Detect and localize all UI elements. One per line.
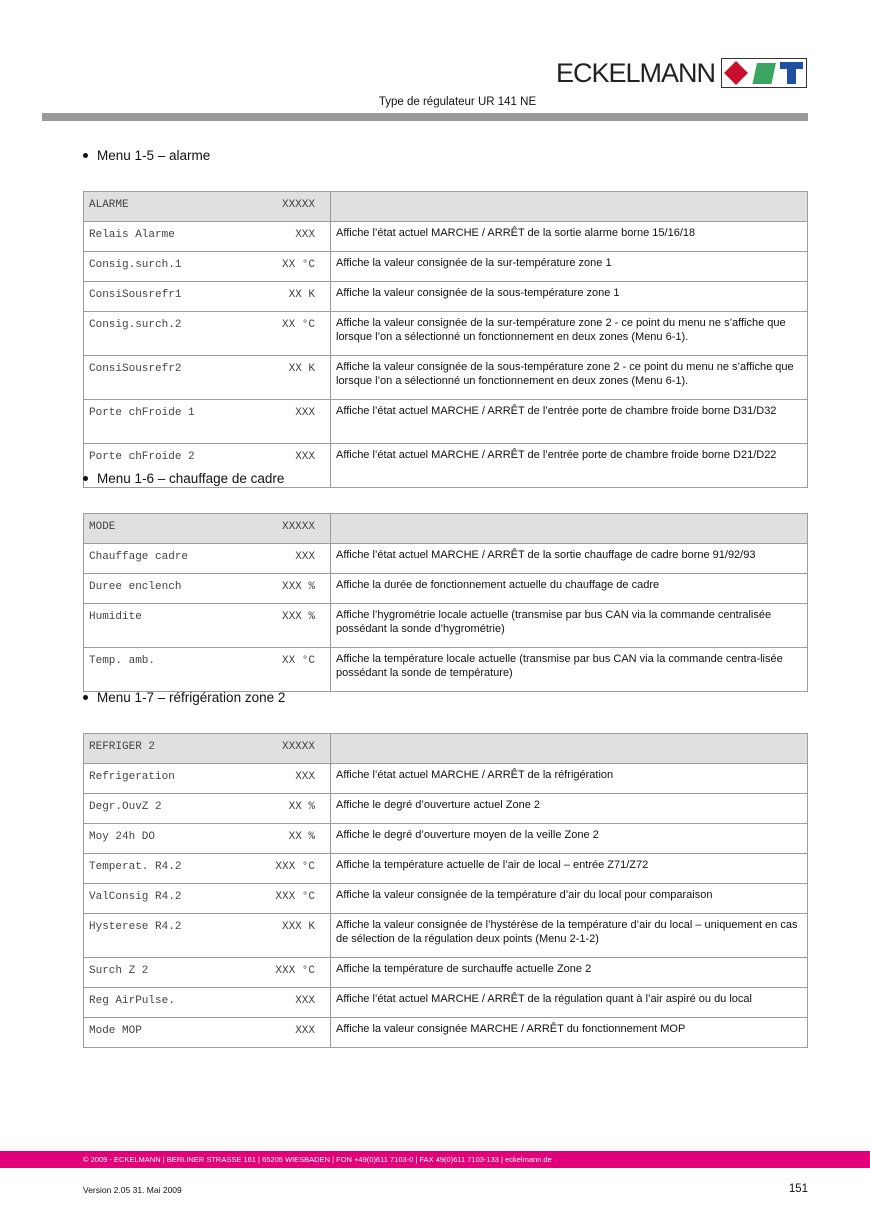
menu-value: XXX K [281,921,315,933]
menu-code: Relais Alarme [89,229,175,241]
table-row [84,604,808,648]
menu-description: Affiche la valeur consignée de l’hystérèse de la température d’air du local – uniquement en cas de sélection de la régulation deux points (Menu 2-1-2) [331,914,808,958]
section-heading-menu-1-5 [83,148,210,163]
menu-description: Affiche la valeur consignée MARCHE / ARRÊT du fonctionnement MOP [331,1018,808,1048]
menu-code: ConsiSousrefr2 [89,363,182,375]
table-row [84,400,808,444]
menu-description: Affiche l’hygrométrie locale actuelle (transmise par bus CAN via la commande centralisée possédant la sonde d’hygrométrie) [331,604,808,648]
menu-description: Affiche la valeur consignée de la température d’air du local pour comparaison [331,884,808,914]
menu-code: Hysterese R4.2 [89,921,182,933]
menu-value: XXX [295,451,315,463]
table-header-row [84,734,808,764]
section-heading-menu-1-7 [83,690,285,705]
menu-code: REFRIGER 2 [89,741,156,753]
menu-description: Affiche l’état actuel MARCHE / ARRÊT de la sortie chauffage de cadre borne 91/92/93 [331,544,808,574]
menu-code: Consig.surch.1 [89,259,182,271]
menu-value: XXX % [281,581,315,593]
table-row [84,914,808,958]
table-row [84,958,808,988]
menu-description: Affiche la durée de fonctionnement actuelle du chauffage de cadre [331,574,808,604]
menu-value: XXX [295,407,315,419]
table-header-row [84,514,808,544]
menu-value: XX °C [281,259,315,271]
menu-value: XXX [295,1025,315,1037]
menu-description: Affiche la valeur consignée de la sur-température zone 2 - ce point du menu ne s’affiche que lorsque l’on a sélectionné un fonctionnement en deux zones (Menu 6-1). [331,312,808,356]
menu-1-7-table [83,733,808,1048]
menu-code: ConsiSousrefr1 [89,289,182,301]
table-row [84,988,808,1018]
menu-value: XXXXX [281,741,315,753]
menu-value: XX K [288,289,315,301]
table-row [84,884,808,914]
menu-description [331,734,808,764]
section-heading-menu-1-6 [83,471,284,486]
logo-mark-icon [721,58,807,88]
menu-description: Affiche l’état actuel MARCHE / ARRÊT de la régulation quant à l’air aspiré ou du local [331,988,808,1018]
menu-code: Degr.OuvZ 2 [89,801,162,813]
menu-code: Consig.surch.2 [89,319,182,331]
table-row [84,574,808,604]
table-row [84,544,808,574]
menu-description: Affiche l’état actuel MARCHE / ARRÊT de la sortie alarme borne 15/16/18 [331,222,808,252]
menu-description [331,514,808,544]
menu-description: Affiche le degré d’ouverture moyen de la veille Zone 2 [331,824,808,854]
table-row [84,252,808,282]
menu-code: Surch Z 2 [89,965,149,977]
menu-code: Temperat. R4.2 [89,861,182,873]
menu-value: XXX % [281,611,315,623]
menu-value: XXX [295,551,315,563]
table-row [84,356,808,400]
menu-description: Affiche l’état actuel MARCHE / ARRÊT de l’entrée porte de chambre froide borne D21/D22 [331,444,808,488]
table-row [84,824,808,854]
menu-value: XXXXX [281,521,315,533]
menu-description: Affiche la température locale actuelle (transmise par bus CAN via la commande centra-lisée possédant la sonde de température) [331,648,808,692]
logo-text: ECKELMANN [556,57,716,88]
table-row [84,764,808,794]
section-heading-text: Menu 1-6 – chauffage de cadre [97,471,285,486]
menu-1-5-table [83,191,808,488]
menu-code: Moy 24h DO [89,831,156,843]
section-heading-text: Menu 1-5 – alarme [97,148,211,163]
menu-description [331,192,808,222]
menu-value: XX K [288,363,315,375]
menu-value: XX % [288,801,315,813]
section-heading-text: Menu 1-7 – réfrigération zone 2 [97,690,286,705]
menu-1-6-table [83,513,808,692]
menu-description: Affiche la valeur consignée de la sur-température zone 1 [331,252,808,282]
bullet-icon [83,153,88,158]
bullet-icon [83,476,88,481]
menu-description: Affiche le degré d’ouverture actuel Zone 2 [331,794,808,824]
table-row [84,794,808,824]
menu-value: XXXXX [281,199,315,211]
menu-code: Chauffage cadre [89,551,189,563]
menu-code: Mode MOP [89,1025,142,1037]
menu-value: XXX °C [275,965,315,977]
menu-code: Refrigeration [89,771,175,783]
menu-description: Affiche la température actuelle de l’air de local – entrée Z71/Z72 [331,854,808,884]
menu-code: Duree enclench [89,581,182,593]
menu-description: Affiche la valeur consignée de la sous-température zone 1 [331,282,808,312]
menu-code: ALARME [89,199,129,211]
table-row [84,312,808,356]
menu-description: Affiche la valeur consignée de la sous-température zone 2 - ce point du menu ne s’affiche que lorsque l’on a sélectionné un fonctionnement en deux zones (Menu 6-1). [331,356,808,400]
menu-description: Affiche la température de surchauffe actuelle Zone 2 [331,958,808,988]
menu-value: XXX [295,771,315,783]
version-date: Version 2.05 31. Mai 2009 [83,1185,182,1195]
page-number: 151 [788,1183,808,1195]
menu-code: Porte chFroide 2 [89,451,195,463]
table-row [84,222,808,252]
header-divider-bar [42,113,808,121]
footer-contact-line: © 2009 - ECKELMANN | BERLINER STRASSE 161 | 65205 WIESBADEN | FON +49(0)611 7103-0 | FAX 49(0)611 7103-133 | eckelmann.de [83,1155,552,1164]
menu-code: Temp. amb. [89,655,156,667]
menu-value: XXX [295,229,315,241]
bullet-icon [83,695,88,700]
menu-value: XX % [288,831,315,843]
table-header-row [84,192,808,222]
document-title: Type de régulateur UR 141 NE [378,96,537,108]
menu-value: XX °C [281,655,315,667]
menu-value: XX °C [281,319,315,331]
menu-description: Affiche l’état actuel MARCHE / ARRÊT de la réfrigération [331,764,808,794]
table-row [84,854,808,884]
menu-code: ValConsig R4.2 [89,891,182,903]
menu-code: MODE [89,521,116,533]
table-row [84,282,808,312]
menu-code: Porte chFroide 1 [89,407,195,419]
eckelmann-logo [556,58,807,88]
menu-value: XXX [295,995,315,1007]
menu-description: Affiche l’état actuel MARCHE / ARRÊT de l’entrée porte de chambre froide borne D31/D32 [331,400,808,444]
menu-code: Reg AirPulse. [89,995,175,1007]
table-row [84,1018,808,1048]
menu-code: Humidite [89,611,142,623]
menu-value: XXX °C [275,861,315,873]
table-row [84,648,808,692]
footer-bar [0,1151,870,1168]
menu-value: XXX °C [275,891,315,903]
